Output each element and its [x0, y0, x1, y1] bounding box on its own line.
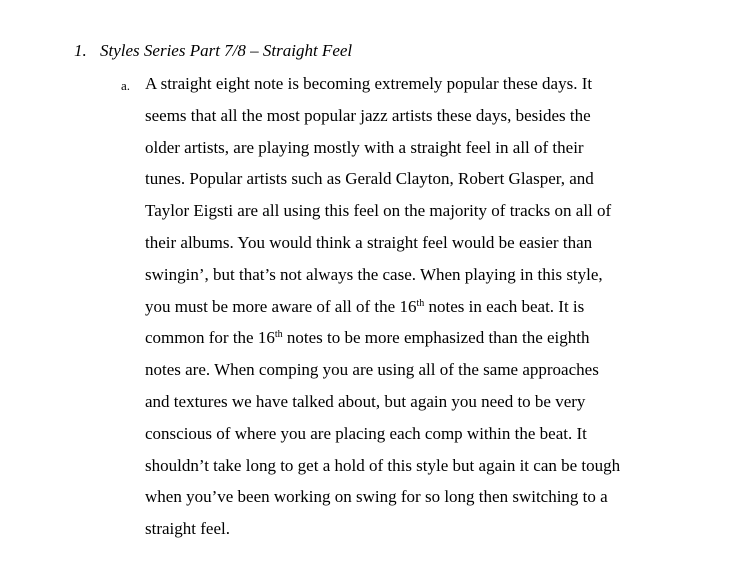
heading-title: Styles Series Part 7/8 – Straight Feel: [100, 41, 353, 60]
paragraph-line: conscious of where you are placing each comp within the beat. It: [145, 423, 587, 443]
ordinal-superscript: th: [274, 329, 283, 341]
paragraph-line: older artists, are playing mostly with a straight feel in all of their: [145, 137, 584, 157]
paragraph-line: Taylor Eigsti are all using this feel on the majority of tracks on all of: [145, 201, 612, 221]
sub-item-marker: a.: [121, 78, 131, 93]
paragraph-line: [145, 322, 745, 354]
paragraph: [145, 68, 745, 545]
paragraph-line: shouldn’t take long to get a hold of this style but again it can be tough: [145, 455, 621, 475]
heading-number: 1.: [74, 41, 87, 60]
paragraph-line: and textures we have talked about, but again you need to be very: [145, 391, 586, 411]
line-text: notes to be more emphasized than the eighth: [282, 328, 590, 348]
paragraph-line: their albums. You would think a straight feel would be easier than: [145, 232, 593, 252]
line-text: common for the 16: [145, 328, 275, 348]
paragraph-line: swingin’, but that’s not always the case. When playing in this style,: [145, 264, 603, 284]
paragraph-line: [145, 291, 745, 323]
ordinal-superscript: th: [416, 297, 425, 309]
paragraph-line: tunes. Popular artists such as Gerald Clayton, Robert Glasper, and: [145, 169, 594, 189]
paragraph-line: notes are. When comping you are using all of the same approaches: [145, 360, 599, 380]
paragraph-line: seems that all the most popular jazz artists these days, besides the: [145, 105, 591, 125]
paragraph-line: A straight eight note is becoming extremely popular these days. It: [145, 74, 593, 93]
paragraph-line: when you’ve been working on swing for so long then switching to a: [145, 487, 608, 507]
paragraph-line: straight feel.: [145, 519, 230, 539]
line-text: you must be more aware of all of the 16: [145, 296, 417, 316]
line-text: notes in each beat. It is: [424, 296, 585, 316]
list-heading: [74, 40, 352, 62]
